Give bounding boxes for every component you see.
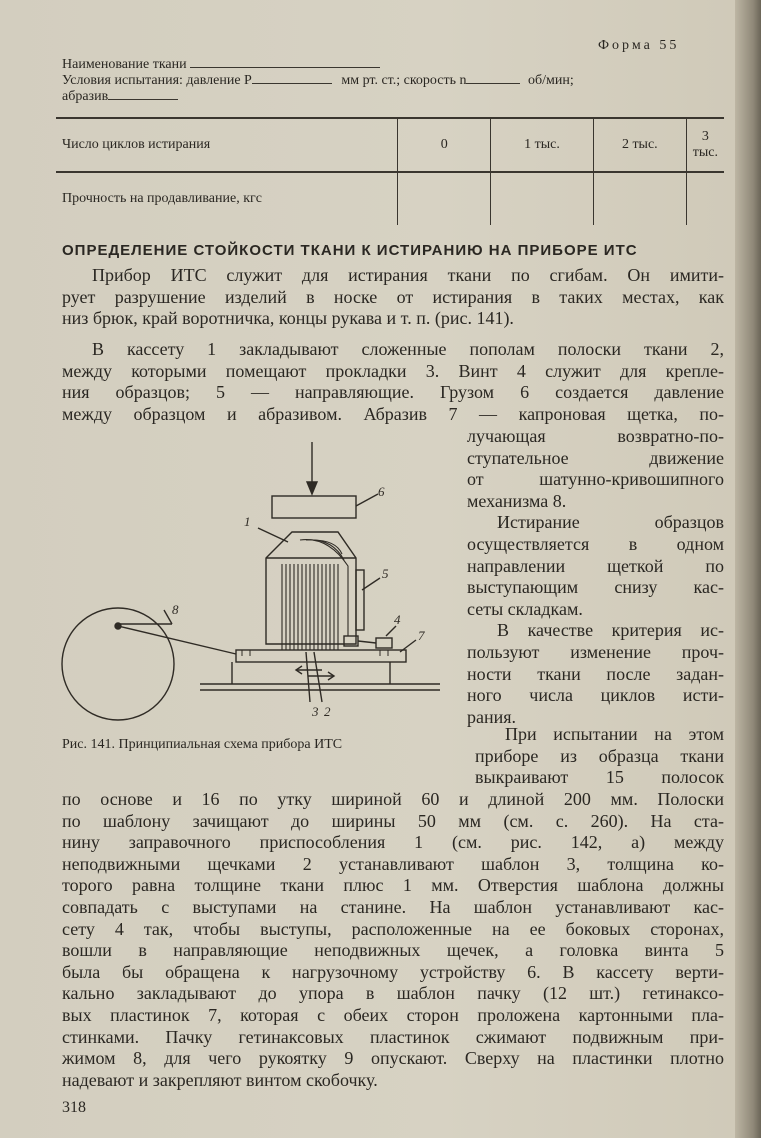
paragraph-line: торого равна толщине ткани плюс 1 мм. Отверстия шаблона должны <box>62 875 724 896</box>
fabric-name-label: Наименование ткани <box>62 57 187 72</box>
column-0: 0 <box>398 118 491 172</box>
paragraph-line: пользуют изменение проч- <box>467 641 724 662</box>
cycles-table <box>56 117 724 225</box>
abrasive-label: абразив <box>62 89 109 104</box>
paragraph-line: осуществляется в одном <box>467 533 724 554</box>
strength-cell-1k <box>491 172 594 225</box>
book-spine-shadow <box>735 0 761 1138</box>
guide <box>356 570 364 630</box>
abrasive-blank <box>108 87 178 100</box>
paragraph-line: стинками. Пачку гетинаксовых пластинок сжимают подвижным при- <box>62 1026 724 1047</box>
paragraph-line: вых пластинок 7, которая с обеих сторон проложена картонными пла- <box>62 1004 724 1025</box>
paragraph-line: механизма 8. <box>467 490 567 511</box>
paragraph-line: совпадать с выступами на станине. На шаблон устанавливают кас- <box>62 896 724 917</box>
paragraph-5 <box>62 789 724 1091</box>
pressure-unit: мм рт. ст.; скорость n <box>341 73 467 88</box>
figure-label: 8 <box>172 602 179 617</box>
paragraph-line: от шатунно-кривошипного <box>467 469 724 490</box>
pressure-blank <box>252 71 332 84</box>
paragraph-line: низ брюк, край воротничка, концы рукава и т. п. (рис. 141). <box>62 308 514 329</box>
cassette <box>266 532 356 644</box>
paragraph-2 <box>62 339 724 425</box>
paragraph-1 <box>62 265 724 330</box>
paragraph-line: Прибор ИТС служит для истирания ткани по сгибам. Он имити- <box>92 265 724 285</box>
paragraph-line: была бы обращена к нагрузочному устройству 6. В кассету верти- <box>62 961 724 982</box>
strength-cell-2k <box>593 172 686 225</box>
paragraph-line: между образцом и абразивом. Абразив 7 — капроновая щетка, по- <box>62 403 724 424</box>
paragraph-line: по шаблону зачищают до ширины 50 мм (см. с. 260). На ста- <box>62 810 724 831</box>
figure-label: 7 <box>418 628 425 643</box>
cycles-label-cell: Число циклов истирания <box>56 118 398 172</box>
paragraph-line: ного числа циклов исти- <box>467 685 724 706</box>
column-text-2 <box>475 724 724 789</box>
speed-blank <box>466 71 520 84</box>
figure-label: 4 <box>394 612 401 627</box>
paragraph-line: надевают и закрепляют винтом скобочку. <box>62 1069 378 1090</box>
abrasive-line <box>62 87 178 105</box>
table-row <box>56 172 724 225</box>
paragraph-line: В качестве критерия ис- <box>497 620 724 641</box>
figure-label: 3 <box>312 704 319 719</box>
sample-stack <box>282 540 348 650</box>
fabric-name-blank <box>190 55 380 68</box>
strength-label-cell: Прочность на продавливание, кгс <box>62 191 262 206</box>
figure-label: 6 <box>378 484 385 499</box>
column-1k: 1 тыс. <box>491 118 594 172</box>
paragraph-line: рует разрушение изделий в носке от истирания в таких местах, как <box>62 286 724 307</box>
figure-caption: Рис. 141. Принципиальная схема прибора ИТС <box>62 737 343 752</box>
paragraph-line: рания. <box>467 706 517 727</box>
conditions-label: Условия испытания: давление P <box>62 73 252 88</box>
itc-device-diagram <box>60 440 460 730</box>
paragraph-line: направлении щеткой по <box>467 555 724 576</box>
screw-head <box>376 638 392 648</box>
page-number: 318 <box>62 1099 86 1116</box>
paragraph-line: вошли в направляющие неподвижных щечек, а головка винта 5 <box>62 940 724 961</box>
connecting-rod <box>118 626 236 654</box>
paragraph-line: выкраивают 15 полосок <box>475 767 724 788</box>
paragraph-line: При испытании на этом <box>505 724 724 744</box>
paragraph-line: выступающим снизу кас- <box>467 577 724 598</box>
form-label: Форма 55 <box>598 38 680 53</box>
paragraph-line: кально закладывают до упора в шаблон пачку (12 шт.) гетинаксо- <box>62 983 724 1004</box>
section-title: ОПРЕДЕЛЕНИЕ СТОЙКОСТИ ТКАНИ К ИСТИРАНИЮ НА ПРИБОРЕ ИТС <box>62 242 638 259</box>
table-row <box>56 118 724 172</box>
paragraph-line: ступательное движение <box>467 447 724 468</box>
paragraph-line: жимом 8, для чего рукоятку 9 опускают. Сверху на пластинки плотно <box>62 1048 724 1069</box>
figure-label: 2 <box>324 704 331 719</box>
speed-unit: об/мин; <box>527 73 574 88</box>
strength-cell-0 <box>398 172 491 225</box>
paragraph-line: сеты складкам. <box>467 598 583 619</box>
weight <box>272 496 356 518</box>
paragraph-line: В кассету 1 закладывают сложенные пополам полоски ткани 2, <box>92 339 724 359</box>
paragraph-line: между которыми помещают прокладки 3. Винт 4 служит для крепле- <box>62 360 724 381</box>
figure-label: 5 <box>382 566 389 581</box>
figure-label: 1 <box>244 514 251 529</box>
strength-cell-3k <box>686 172 724 225</box>
paragraph-line: ния образцов; 5 — направляющие. Грузом 6 создается давление <box>62 382 724 403</box>
column-text <box>467 426 724 728</box>
paragraph-line: по основе и 16 по утку шириной 60 и длиной 200 мм. Полоски <box>62 789 724 809</box>
paragraph-line: приборе из образца ткани <box>475 745 724 766</box>
arrow-head <box>307 482 317 494</box>
paragraph-line: неподвижными щечками 2 устанавливают шаблон 3, толщина ко- <box>62 853 724 874</box>
column-3k: 3 тыс. <box>686 118 724 172</box>
paragraph-line: лучающая возвратно-по- <box>467 426 724 446</box>
paragraph-line: Истирание образцов <box>497 512 724 533</box>
paragraph-line: сету 4 так, чтобы выступы, расположенные на ее боковых сторонах, <box>62 918 724 939</box>
paragraph-line: нину заправочного приспособления 1 (см. рис. 142, а) между <box>62 832 724 853</box>
column-2k: 2 тыс. <box>593 118 686 172</box>
paragraph-line: ности ткани после задан- <box>467 663 724 684</box>
